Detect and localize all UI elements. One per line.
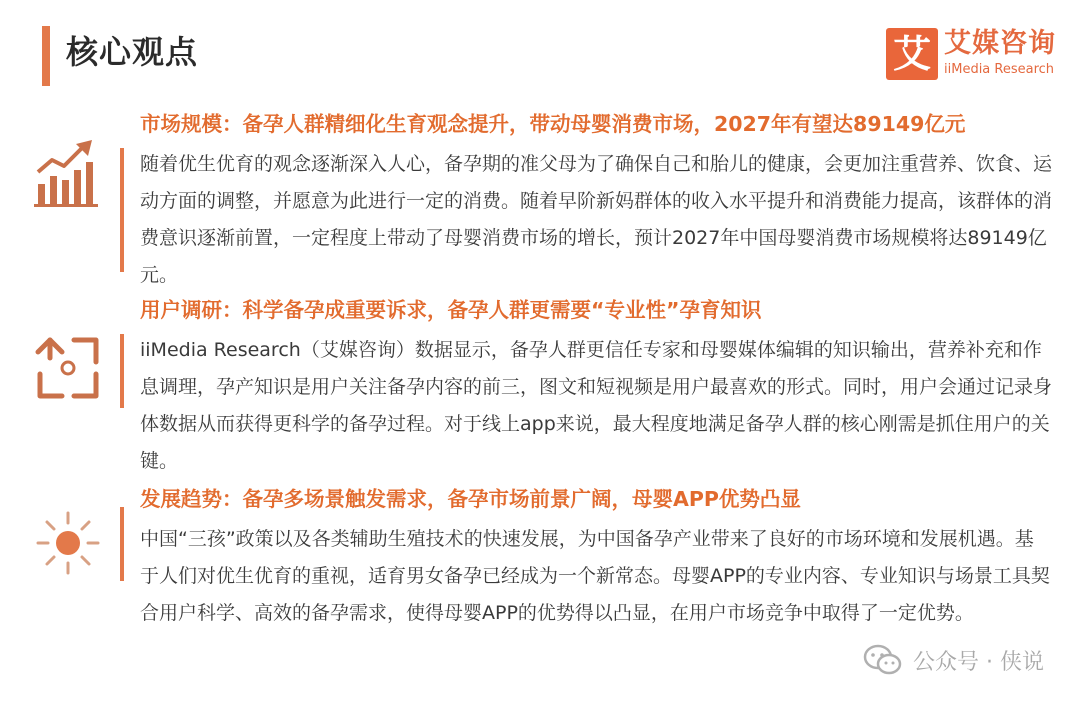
section-accent-bar	[120, 334, 124, 408]
iimedia-logo	[886, 24, 1058, 84]
section-accent-bar	[120, 507, 124, 581]
title-accent-bar	[42, 26, 50, 86]
section-title: 市场规模：备孕人群精细化生育观念提升，带动母婴消费市场，2027年有望达89149亿元	[140, 112, 966, 136]
logo-glyph: 艾	[886, 28, 938, 80]
logo-chinese-name: 艾媒咨询	[944, 28, 1056, 59]
wechat-watermark	[863, 640, 1044, 680]
section-body: 中国“三孩”政策以及各类辅助生殖技术的快速发展，为中国备孕产业带来了良好的市场环境和发展机遇。基于人们对优生优育的重视，适育男女备孕已经成为一个新常态。母婴APP的专业内容、专业知识与场景工具契合用户科学、高效的备孕需求，使得母婴APP的优势得以凸显，在用户市场竞争中取得了一定优势。	[140, 528, 1050, 624]
section-body: iiMedia Research（艾媒咨询）数据显示，备孕人群更信任专家和母婴媒体编辑的知识输出，营养补充和作息调理，孕产知识是用户关注备孕内容的前三，图文和短视频是用户最喜欢的形式。同时，用户会通过记录身体数据从而获得更科学的备孕过程。对于线上app来说，最大程度地满足备孕人群的核心刚需是抓住用户的关键。	[140, 339, 1053, 472]
sun-icon	[30, 505, 106, 581]
logo-english-name: iiMedia Research	[944, 62, 1055, 77]
growth-chart-icon	[30, 132, 106, 208]
section-accent-bar	[120, 148, 124, 272]
section-title: 用户调研：科学备孕成重要诉求，备孕人群更需要“专业性”孕育知识	[140, 298, 762, 322]
section-title: 发展趋势：备孕多场景触发需求，备孕市场前景广阔，母婴APP优势凸显	[140, 487, 801, 511]
watermark-text: 公众号 · 侠说	[913, 649, 1044, 675]
focus-arrows-icon	[30, 330, 106, 406]
section-body: 随着优生优育的观念逐渐深入人心，备孕期的准父母为了确保自己和胎儿的健康，会更加注重营养、饮食、运动方面的调整，并愿意为此进行一定的消费。随着早阶新妈群体的收入水平提升和消费能力提高，该群体的消费意识逐渐前置，一定程度上带动了母婴消费市场的增长，预计2027年中国母婴消费市场规模将达89149亿元。	[140, 153, 1053, 286]
page-title: 核心观点	[66, 33, 199, 71]
wechat-icon	[863, 643, 903, 677]
